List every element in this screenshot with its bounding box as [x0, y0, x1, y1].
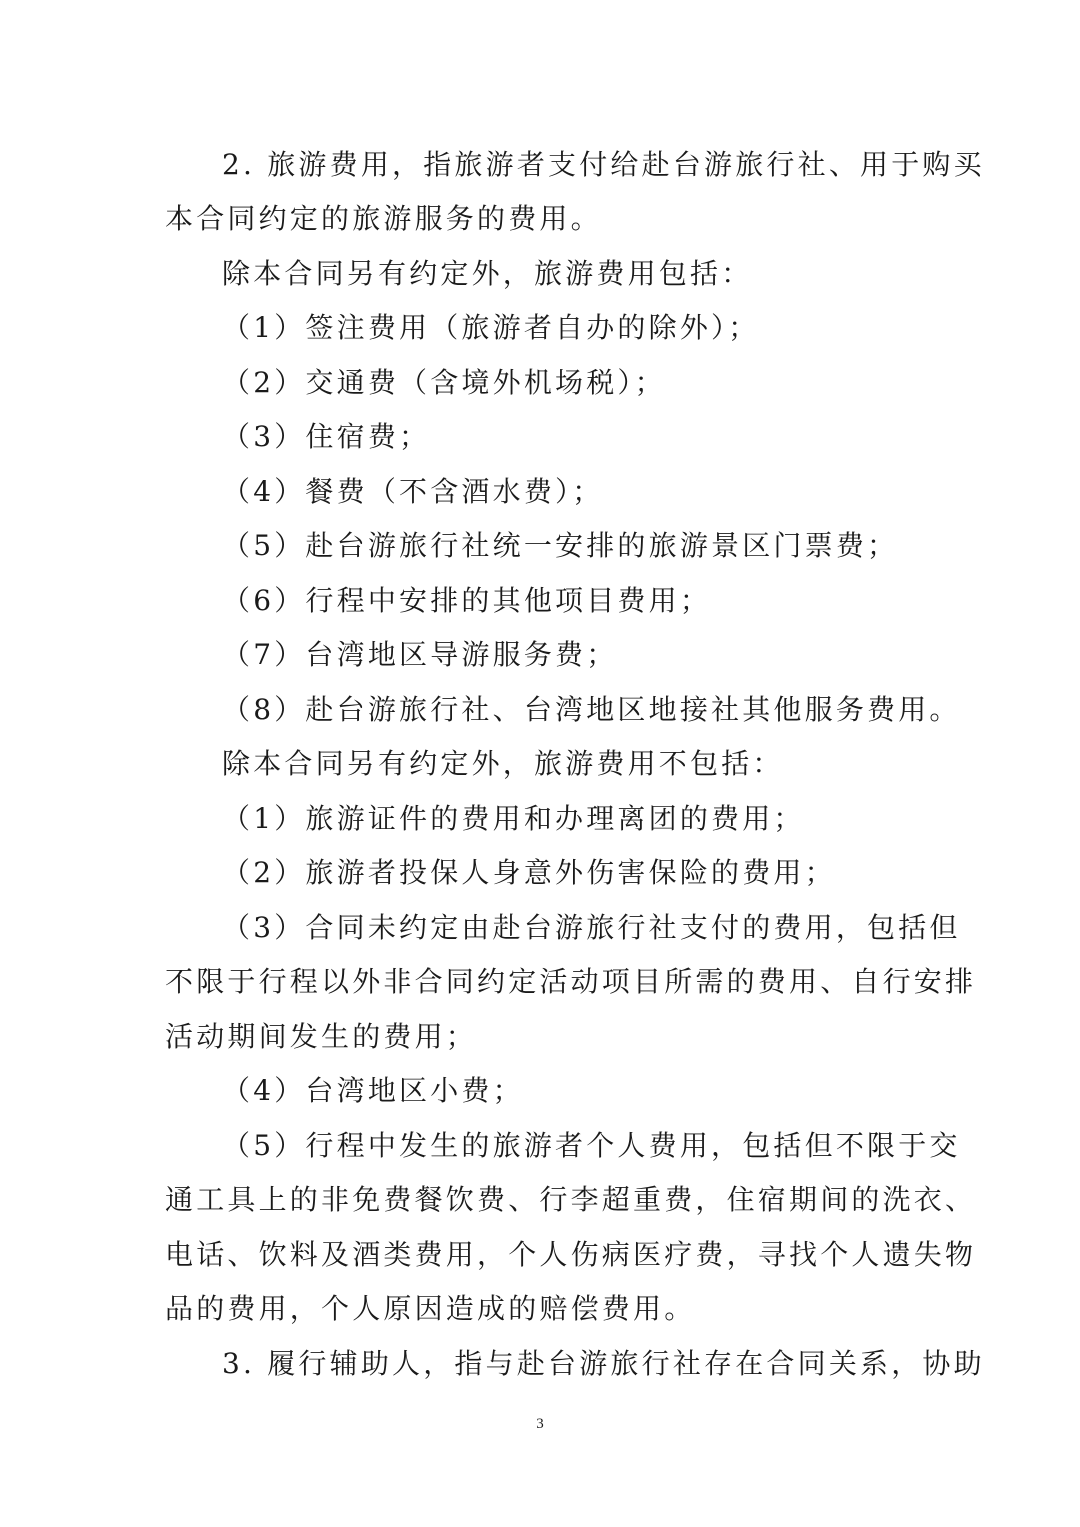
- paragraph-line: 除本合同另有约定外，旅游费用不包括：: [222, 747, 784, 780]
- list-item: （4）餐费（不含酒水费）；: [222, 475, 604, 508]
- list-item: （3）住宿费；: [222, 420, 431, 453]
- list-item: （1）旅游证件的费用和办理离团的费用；: [222, 802, 805, 835]
- list-item: （4）台湾地区小费；: [222, 1074, 524, 1107]
- paragraph-line: 本合同约定的旅游服务的费用。: [165, 202, 602, 235]
- paragraph-line: 3. 履行辅助人，指与赴台游旅行社存在合同关系，协助: [222, 1347, 985, 1380]
- page-number: 3: [536, 1416, 544, 1432]
- list-item: （5）赴台游旅行社统一安排的旅游景区门票费；: [222, 529, 899, 562]
- list-item: （5）行程中发生的旅游者个人费用，包括但不限于交: [222, 1129, 961, 1162]
- paragraph-line: 2. 旅游费用，指旅游者支付给赴台游旅行社、用于购买: [222, 148, 985, 181]
- paragraph-line: 品的费用，个人原因造成的赔偿费用。: [165, 1292, 696, 1325]
- paragraph-line: 活动期间发生的费用；: [165, 1020, 478, 1053]
- list-item: （6）行程中安排的其他项目费用；: [222, 584, 712, 617]
- list-item: （2）旅游者投保人身意外伤害保险的费用；: [222, 856, 836, 889]
- list-item: （2）交通费（含境外机场税）；: [222, 366, 666, 399]
- list-item: （3）合同未约定由赴台游旅行社支付的费用，包括但: [222, 911, 961, 944]
- paragraph-line: 通工具上的非免费餐饮费、行李超重费，住宿期间的洗衣、: [165, 1183, 977, 1216]
- paragraph-line: 不限于行程以外非合同约定活动项目所需的费用、自行安排: [165, 965, 977, 998]
- list-item: （1）签注费用（旅游者自办的除外）；: [222, 311, 760, 344]
- paragraph-line: 电话、饮料及酒类费用，个人伤病医疗费，寻找个人遗失物: [165, 1238, 977, 1271]
- paragraph-line: 除本合同另有约定外，旅游费用包括：: [222, 257, 753, 290]
- list-item: （7）台湾地区导游服务费；: [222, 638, 618, 671]
- list-item: （8）赴台游旅行社、台湾地区地接社其他服务费用。: [222, 693, 961, 726]
